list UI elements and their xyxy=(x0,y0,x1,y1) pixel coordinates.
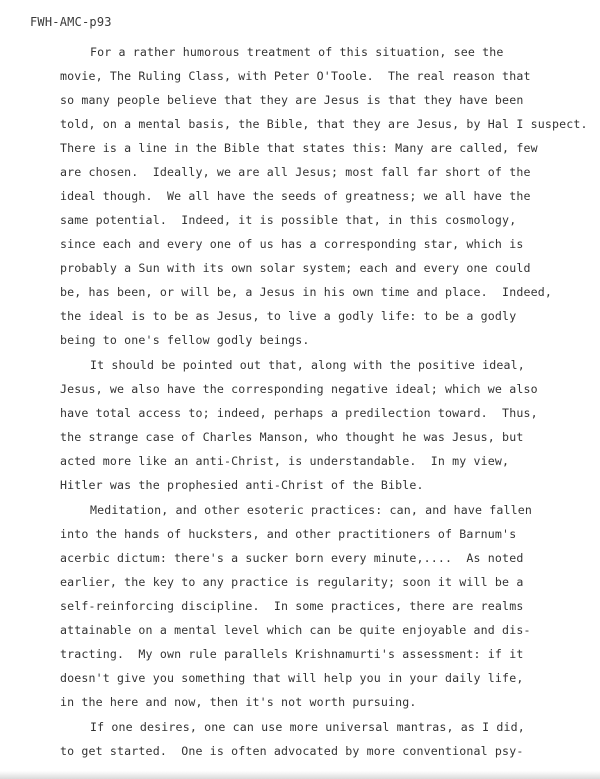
text-line: be, has been, or will be, a Jesus in his own time and place. Indeed, xyxy=(60,285,552,299)
text-line: told, on a mental basis, the Bible, that they are Jesus, by Hal I suspect. xyxy=(60,117,588,131)
paragraph-4 xyxy=(60,715,595,763)
text-line: so many people believe that they are Jesus is that they have been xyxy=(60,93,524,107)
text-line: probably a Sun with its own solar system; each and every one could xyxy=(60,261,531,275)
text-line: doesn't give you something that will help you in your daily life, xyxy=(60,671,524,685)
text-line: acerbic dictum: there's a sucker born every minute,.... As noted xyxy=(60,551,524,565)
text-line: There is a line in the Bible that states this: Many are called, few xyxy=(60,141,538,155)
text-line: into the hands of hucksters, and other practitioners of Barnum's xyxy=(60,527,517,541)
text-line: It should be pointed out that, along with the positive ideal, xyxy=(90,358,525,372)
text-line: movie, The Ruling Class, with Peter O'Toole. The real reason that xyxy=(60,69,531,83)
text-line: ideal though. We all have the seeds of greatness; we all have the xyxy=(60,189,531,203)
text-line: For a rather humorous treatment of this situation, see the xyxy=(90,45,504,59)
text-line: are chosen. Ideally, we are all Jesus; most fall far short of the xyxy=(60,165,531,179)
text-line: attainable on a mental level which can be quite enjoyable and dis- xyxy=(60,623,531,637)
page-header-id: FWH-AMC-p93 xyxy=(30,15,112,29)
text-line: to get started. One is often advocated by more conventional psy- xyxy=(60,744,524,758)
text-line: the ideal is to be as Jesus, to live a godly life: to be a godly xyxy=(60,309,517,323)
text-line: earlier, the key to any practice is regularity; soon it will be a xyxy=(60,575,524,589)
text-line: If one desires, one can use more universal mantras, as I did, xyxy=(90,720,525,734)
scan-edge-shadow xyxy=(0,771,600,779)
text-line: Jesus, we also have the corresponding negative ideal; which we also xyxy=(60,382,538,396)
paragraph-3 xyxy=(60,498,595,714)
text-line: the strange case of Charles Manson, who thought he was Jesus, but xyxy=(60,430,524,444)
text-line: have total access to; indeed, perhaps a predilection toward. Thus, xyxy=(60,406,538,420)
text-line: being to one's fellow godly beings. xyxy=(60,333,310,347)
text-line: Hitler was the prophesied anti-Christ of the Bible. xyxy=(60,478,424,492)
text-line: since each and every one of us has a corresponding star, which is xyxy=(60,237,524,251)
paragraph-2 xyxy=(60,353,595,497)
text-line: self-reinforcing discipline. In some practices, there are realms xyxy=(60,599,524,613)
text-line: acted more like an anti-Christ, is understandable. In my view, xyxy=(60,454,510,468)
text-line: Meditation, and other esoteric practices: can, and have fallen xyxy=(90,503,533,517)
document-body xyxy=(60,40,595,763)
text-line: tracting. My own rule parallels Krishnamurti's assessment: if it xyxy=(60,647,524,661)
text-line: in the here and now, then it's not worth pursuing. xyxy=(60,695,417,709)
paragraph-1 xyxy=(60,40,595,352)
text-line: same potential. Indeed, it is possible that, in this cosmology, xyxy=(60,213,517,227)
